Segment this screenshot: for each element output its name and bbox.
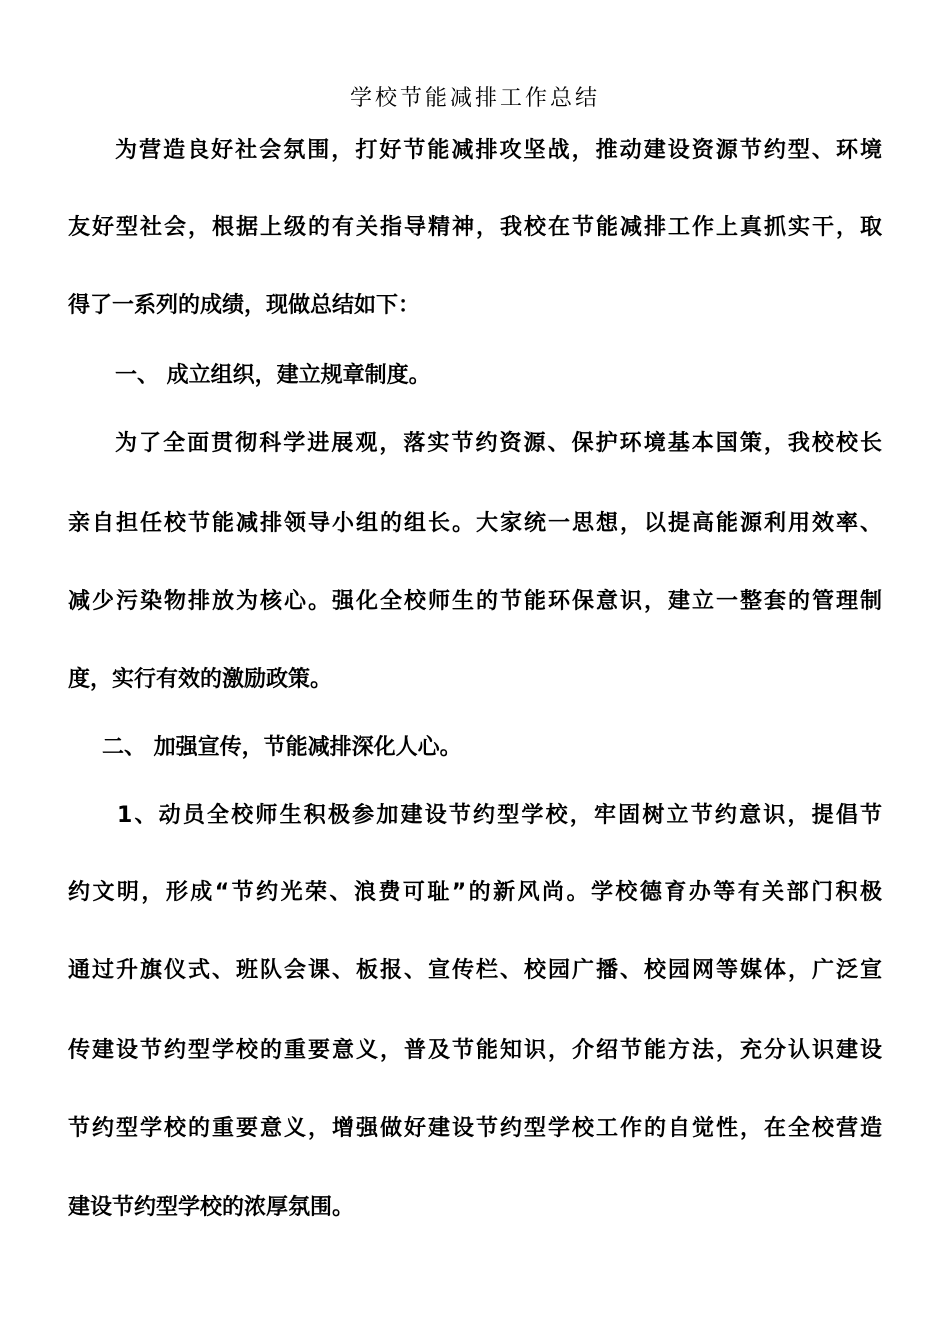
paragraph-item1-line-6: 建设节约型学校的浓厚氛围。: [68, 1195, 355, 1220]
paragraph-section1-line-2: 亲自担任校节能减排领导小组的组长。大家统一思想，以提高能源利用效率、: [68, 511, 882, 536]
paragraph-item1-line-4: 传建设节约型学校的重要意义，普及节能知识，介绍节能方法，充分认识建设: [68, 1038, 882, 1063]
paragraph-intro-line-2: 友好型社会，根据上级的有关指导精神，我校在节能减排工作上真抓实干，取: [68, 215, 882, 240]
paragraph-item1-line-1: 1、动员全校师生积极参加建设节约型学校，牢固树立节约意识，提倡节: [117, 803, 882, 828]
paragraph-item1-line-5: 节约型学校的重要意义，增强做好建设节约型学校工作的自觉性，在全校营造: [68, 1116, 882, 1141]
paragraph-section1-line-1: 为了全面贯彻科学进展观，落实节约资源、保护环境基本国策，我校校长: [115, 431, 882, 456]
section-heading-2: 二、 加强宣传，节能减排深化人心。: [102, 735, 462, 760]
paragraph-section1-line-3: 减少污染物排放为核心。强化全校师生的节能环保意识，建立一整套的管理制: [68, 589, 882, 614]
paragraph-item1-line-3: 通过升旗仪式、班队会课、板报、宣传栏、校园广播、校园网等媒体，广泛宣: [68, 958, 882, 983]
paragraph-intro-line-1: 为营造良好社会氛围，打好节能减排攻坚战，推动建设资源节约型、环境: [115, 138, 882, 163]
paragraph-intro-line-3: 得了一系列的成绩，现做总结如下：: [68, 293, 421, 318]
document-title: 学校节能减排工作总结: [349, 86, 600, 111]
paragraph-item1-line-2: 约文明，形成“节约光荣、浪费可耻”的新风尚。学校德育办等有关部门积极: [68, 880, 882, 905]
section-heading-1: 一、 成立组织，建立规章制度。: [115, 363, 431, 388]
paragraph-section1-line-4: 度，实行有效的激励政策。: [68, 667, 333, 692]
